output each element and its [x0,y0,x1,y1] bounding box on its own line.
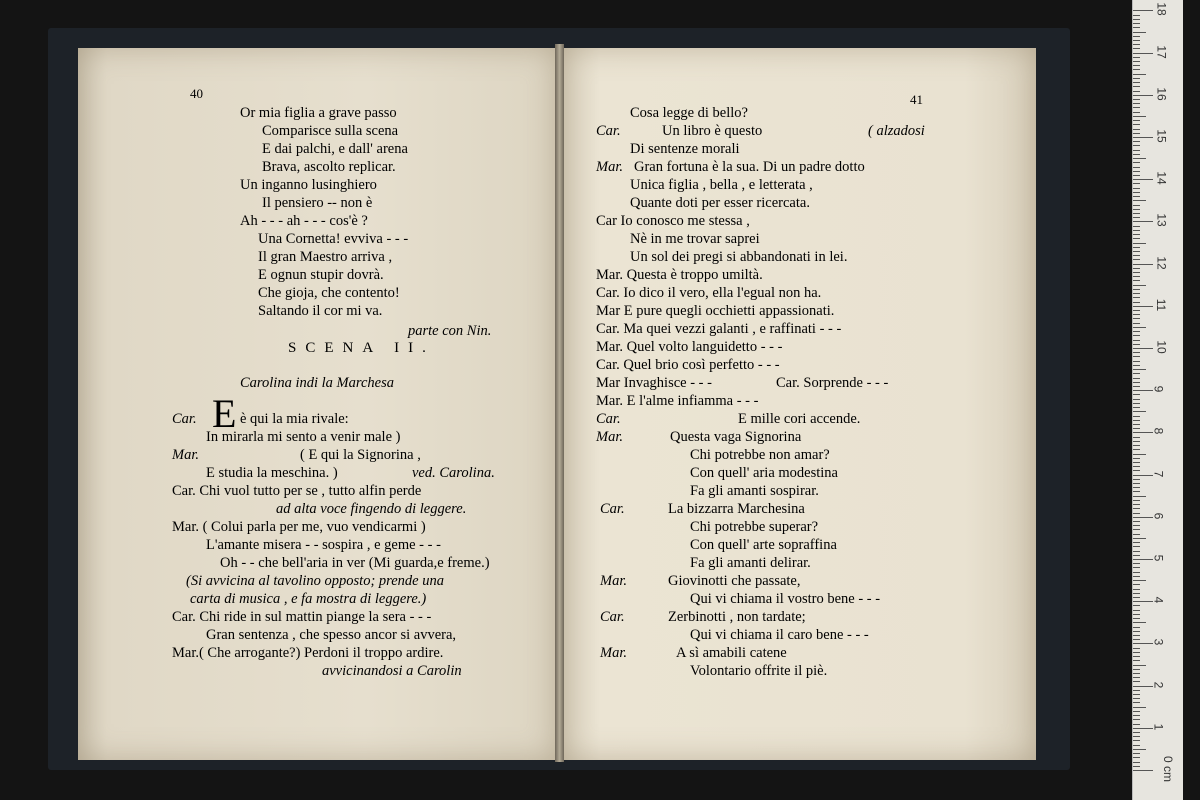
ruler-tick [1133,230,1140,231]
ruler-tick [1133,707,1146,708]
text-line: Chi potrebbe non amar? [690,447,830,463]
text-line: E dai palchi, e dall' arena [262,141,408,157]
ruler-tick [1133,432,1153,433]
ruler-tick [1133,272,1140,273]
ruler-tick [1133,403,1140,404]
text-line: ( E qui la Signorina , [300,447,421,463]
text-line: Mar. Quel volto languidetto - - - [596,339,783,355]
ruler-tick [1133,251,1140,252]
ruler-number: 9 [1151,385,1166,393]
ruler-tick [1133,107,1140,108]
text-line: Fa gli amanti delirar. [690,555,811,571]
ruler-tick [1133,677,1140,678]
text-line: Giovinotti che passate, [668,573,801,589]
text-line: Mar. ( Colui parla per me, vuo vendicarmi ) [172,519,426,535]
ruler-tick [1133,318,1140,319]
ruler-tick [1133,660,1140,661]
ruler-tick [1133,631,1140,632]
text-line: Un inganno lusinghiero [240,177,377,193]
text-line: ( alzadosi [868,123,925,139]
ruler-number: 15 [1154,129,1169,143]
text-line: ad alta voce fingendo di leggere. [276,501,467,517]
text-line: Car. Quel brio così perfetto - - - [596,357,780,373]
ruler-tick [1133,648,1140,649]
text-line: A sì amabili catene [676,645,787,661]
ruler-tick [1133,209,1140,210]
ruler-tick [1133,61,1140,62]
ruler-tick [1133,302,1140,303]
ruler-tick [1133,120,1140,121]
text-line: Di sentenze morali [630,141,740,157]
ruler-tick [1133,437,1140,438]
ruler-tick [1133,356,1140,357]
ruler-tick [1133,399,1140,400]
ruler-tick [1133,167,1140,168]
text-line: Il pensiero -- non è [262,195,373,211]
text-line: Oh - - che bell'aria in ver (Mi guarda,e freme.) [220,555,490,571]
text-line: Il gran Maestro arriva , [258,249,393,265]
ruler-tick [1133,584,1140,585]
ruler-tick [1133,622,1146,623]
ruler-tick [1133,732,1140,733]
text-line: Un libro è questo [662,123,763,139]
ruler-tick [1133,150,1140,151]
ruler-tick [1133,698,1140,699]
ruler-tick [1133,382,1140,383]
ruler-tick [1133,529,1140,530]
ruler-tick [1133,411,1146,412]
ruler-tick [1133,162,1140,163]
text-line: Mar Invaghisce - - - [596,375,712,391]
ruler-tick [1133,221,1153,222]
ruler-tick [1133,669,1140,670]
ruler-tick [1133,112,1140,113]
ruler-tick [1133,352,1140,353]
ruler-tick [1133,500,1140,501]
ruler-number: 4 [1151,596,1166,604]
text-line: Brava, ascolto replicar. [262,159,396,175]
ruler-tick [1133,32,1146,33]
ruler-tick [1133,770,1153,771]
drop-cap: E [212,391,237,436]
ruler-tick [1133,129,1140,130]
ruler-number: 5 [1151,554,1166,562]
text-line: E mille cori accende. [738,411,861,427]
ruler-number: 6 [1151,512,1166,520]
ruler-tick [1133,285,1146,286]
ruler-tick [1133,757,1140,758]
ruler-tick [1133,10,1153,11]
ruler-tick [1133,580,1146,581]
ruler-tick [1133,563,1140,564]
ruler-tick [1133,462,1140,463]
ruler-tick [1133,715,1140,716]
ruler-tick [1133,124,1140,125]
ruler-tick [1133,44,1140,45]
text-line: è qui la mia rivale: [240,411,349,427]
ruler-tick [1133,331,1140,332]
text-line: Or mia figlia a grave passo [240,105,397,121]
ruler-tick [1133,373,1140,374]
ruler-tick [1133,542,1140,543]
ruler-tick [1133,213,1140,214]
ruler-tick [1133,82,1140,83]
ruler-tick [1133,323,1140,324]
text-line: L'amante misera - - sospira , e geme - - - [206,537,441,553]
ruler-tick [1133,416,1140,417]
ruler-tick [1133,745,1140,746]
text-line: Che gioja, che contento! [258,285,400,301]
ruler-tick [1133,551,1140,552]
ruler-tick [1133,555,1140,556]
ruler-number: 12 [1154,255,1169,270]
ruler-tick [1133,99,1140,100]
ruler-tick [1133,475,1153,476]
ruler-tick [1133,593,1140,594]
ruler-tick [1133,576,1140,577]
ruler-tick [1133,597,1140,598]
ruler-tick [1133,247,1140,248]
ruler-tick [1133,635,1140,636]
ruler-tick [1133,335,1140,336]
ruler-tick [1133,449,1140,450]
text-line: Con quell' aria modestina [690,465,838,481]
ruler-tick [1133,183,1140,184]
ruler-number: 17 [1154,44,1169,59]
text-line: Ah - - - ah - - - cos'è ? [240,213,368,229]
ruler-number: 11 [1154,298,1169,312]
ruler-tick [1133,702,1140,703]
ruler-tick [1133,517,1153,518]
ruler-tick [1133,205,1140,206]
ruler-tick [1133,470,1140,471]
ruler-tick [1133,407,1140,408]
text-line: avvicinandosi a Carolin [322,663,462,679]
ruler-tick [1133,310,1140,311]
ruler-tick [1133,420,1140,421]
ruler-tick [1133,264,1153,265]
text-line: Con quell' arte sopraffina [690,537,837,553]
ruler-tick [1133,386,1140,387]
right-page-number: 41 [910,92,923,107]
ruler-tick [1133,694,1140,695]
ruler-tick [1133,753,1140,754]
ruler-tick [1133,441,1140,442]
text-line: Fa gli amanti sospirar. [690,483,819,499]
text-line: Car. Sorprende - - - [776,375,889,391]
ruler-tick [1133,559,1153,560]
text-line: Saltando il cor mi va. [258,303,383,319]
text-line: E studia la meschina. ) [206,465,338,481]
ruler-tick [1133,491,1140,492]
ruler-tick [1133,40,1140,41]
ruler-tick [1133,69,1140,70]
ruler-tick [1133,681,1140,682]
ruler-tick [1133,91,1140,92]
ruler-tick [1133,86,1140,87]
text-line: Car. Ma quei vezzi galanti , e raffinati - - - [596,321,842,337]
ruler-tick [1133,133,1140,134]
ruler-tick [1133,19,1140,20]
ruler-tick [1133,479,1140,480]
ruler-tick [1133,639,1140,640]
ruler-tick [1133,428,1140,429]
ruler-tick [1133,394,1140,395]
ruler-tick [1133,200,1146,201]
ruler-tick [1133,65,1140,66]
ruler-tick [1133,534,1140,535]
ruler-tick [1133,95,1153,96]
text-line: Mar. [596,429,623,445]
ruler-tick [1133,610,1140,611]
ruler-tick [1133,27,1140,28]
ruler-tick [1133,48,1140,49]
text-line: Car Io conosco me stessa , [596,213,750,229]
ruler-tick [1133,369,1146,370]
text-line: Chi potrebbe superar? [690,519,819,535]
ruler-tick [1133,361,1140,362]
ruler-number: 7 [1151,470,1166,477]
text-line: Mar. [600,573,627,589]
text-line: Car. [600,501,625,517]
text-line: Mar. [600,645,627,661]
ruler-tick [1133,458,1140,459]
ruler-tick [1133,513,1140,514]
text-line: Mar.( Che arrogante?) Perdoni il troppo ardire. [172,645,444,661]
text-line: Mar E pure quegli occhietti appassionati. [596,303,835,319]
text-line: Mar. E l'alme infiamma - - - [596,393,759,409]
ruler-tick [1133,766,1140,767]
ruler-tick [1133,175,1140,176]
text-line: Car. Io dico il vero, ella l'egual non ha. [596,285,822,301]
ruler-tick [1133,740,1140,741]
text-line: Mar. [172,447,199,463]
ruler-tick [1133,53,1153,54]
ruler-tick [1133,293,1140,294]
ruler-tick [1133,424,1140,425]
ruler-tick [1133,656,1140,657]
ruler-tick [1133,15,1140,16]
text-line: Cosa legge di bello? [630,105,748,121]
text-line: Questa vaga Signorina [670,429,802,445]
text-line: Quante doti per esser ricercata. [630,195,810,211]
text-line: Una Cornetta! evviva - - - [258,231,409,247]
scene-title: SCENA II. [288,340,435,356]
ruler-tick [1133,259,1140,260]
ruler-tick [1133,508,1140,509]
ruler-tick [1133,601,1153,602]
text-line: Volontario offrite il piè. [690,663,828,679]
ruler-tick [1133,268,1140,269]
ruler-tick [1133,736,1140,737]
ruler-tick [1133,445,1140,446]
ruler-tick [1133,652,1140,653]
book-gutter [555,44,564,762]
ruler-tick [1133,276,1140,277]
ruler-tick [1133,728,1153,729]
ruler-tick [1133,234,1140,235]
ruler-tick [1133,504,1140,505]
ruler-tick [1133,627,1140,628]
ruler-tick [1133,466,1140,467]
ruler-tick [1133,158,1146,159]
measuring-ruler [1132,0,1183,800]
text-line: Car. [600,609,625,625]
ruler-tick [1133,483,1140,484]
ruler-tick [1133,589,1140,590]
ruler-number: 14 [1154,171,1169,185]
ruler-tick [1133,348,1153,349]
ruler-tick [1133,238,1140,239]
ruler-tick [1133,103,1140,104]
ruler-tick [1133,454,1146,455]
text-line: Car. [596,411,621,427]
text-line: Unica figlia , bella , e letterata , [630,177,813,193]
ruler-tick [1133,643,1153,644]
ruler-number: 18 [1154,2,1169,17]
ruler-number: 1 [1151,723,1166,731]
text-line: Mar. [596,159,623,175]
text-line: Un sol dei pregi si abbandonati in lei. [630,249,848,265]
text-line: Car. Chi vuol tutto per se , tutto alfin perde [172,483,422,499]
ruler-tick [1133,327,1146,328]
ruler-tick [1133,390,1153,391]
text-line: La bizzarra Marchesina [668,501,805,517]
left-page-number: 40 [190,86,203,101]
ruler-tick [1133,567,1140,568]
text-line: Qui vi chiama il caro bene - - - [690,627,869,643]
ruler-tick [1133,546,1140,547]
ruler-tick [1133,306,1153,307]
text-line: parte con Nin. [408,323,492,339]
ruler-number: 3 [1151,639,1166,646]
ruler-tick [1133,78,1140,79]
text-line: E ognun stupir dovrà. [258,267,384,283]
ruler-number: 10 [1154,340,1169,354]
ruler-tick [1133,665,1146,666]
ruler-tick [1133,614,1140,615]
ruler-number: 8 [1151,428,1166,435]
text-line: Car. [596,123,621,139]
ruler-tick [1133,196,1140,197]
ruler-tick [1133,179,1153,180]
text-line: In mirarla mi sento a venir male ) [206,429,401,445]
text-line: Car. [172,411,197,427]
ruler-tick [1133,686,1153,687]
ruler-tick [1133,297,1140,298]
ruler-tick [1133,711,1140,712]
ruler-tick [1133,605,1140,606]
ruler-tick [1133,74,1146,75]
ruler-number: 16 [1154,87,1169,101]
ruler-tick [1133,154,1140,155]
ruler-tick [1133,314,1140,315]
text-line: Qui vi chiama il vostro bene - - - [690,591,881,607]
ruler-tick [1133,724,1140,725]
text-line: Gran sentenza , che spesso ancor si avvera, [206,627,457,643]
text-line: Carolina indi la Marchesa [240,375,394,391]
ruler-tick [1133,749,1146,750]
text-line: ved. Carolina. [412,465,495,481]
ruler-tick [1133,280,1140,281]
ruler-number: 0 cm [1161,755,1176,783]
ruler-tick [1133,243,1146,244]
ruler-tick [1133,340,1140,341]
ruler-tick [1133,525,1140,526]
ruler-tick [1133,690,1140,691]
ruler-tick [1133,141,1140,142]
text-line: Comparisce sulla scena [262,123,399,139]
ruler-tick [1133,487,1140,488]
ruler-tick [1133,365,1140,366]
text-line: Gran fortuna è la sua. Di un padre dotto [634,159,865,175]
ruler-tick [1133,57,1140,58]
text-line: Nè in me trovar saprei [630,231,760,247]
ruler-number: 13 [1154,213,1169,228]
text-line: Zerbinotti , non tardate; [668,609,806,625]
ruler-tick [1133,289,1140,290]
ruler-tick [1133,496,1146,497]
ruler-tick [1133,255,1140,256]
ruler-tick [1133,344,1140,345]
ruler-tick [1133,188,1140,189]
ruler-tick [1133,116,1146,117]
ruler-tick [1133,673,1140,674]
ruler-tick [1133,192,1140,193]
ruler-tick [1133,137,1153,138]
text-line: Mar. Questa è troppo umiltà. [596,267,763,283]
text-line: carta di musica , e fa mostra di leggere.) [190,591,427,607]
ruler-tick [1133,217,1140,218]
ruler-tick [1133,378,1140,379]
ruler-tick [1133,762,1140,763]
ruler-tick [1133,572,1140,573]
text-line: Car. Chi ride in sul mattin piange la sera - - - [172,609,432,625]
ruler-tick [1133,171,1140,172]
ruler-tick [1133,23,1140,24]
ruler-tick [1133,521,1140,522]
ruler-tick [1133,36,1140,37]
ruler-tick [1133,226,1140,227]
ruler-tick [1133,719,1140,720]
ruler-tick [1133,538,1146,539]
ruler-number: 2 [1151,681,1166,688]
ruler-tick [1133,145,1140,146]
text-line: (Si avvicina al tavolino opposto; prende una [186,573,444,589]
ruler-tick [1133,618,1140,619]
